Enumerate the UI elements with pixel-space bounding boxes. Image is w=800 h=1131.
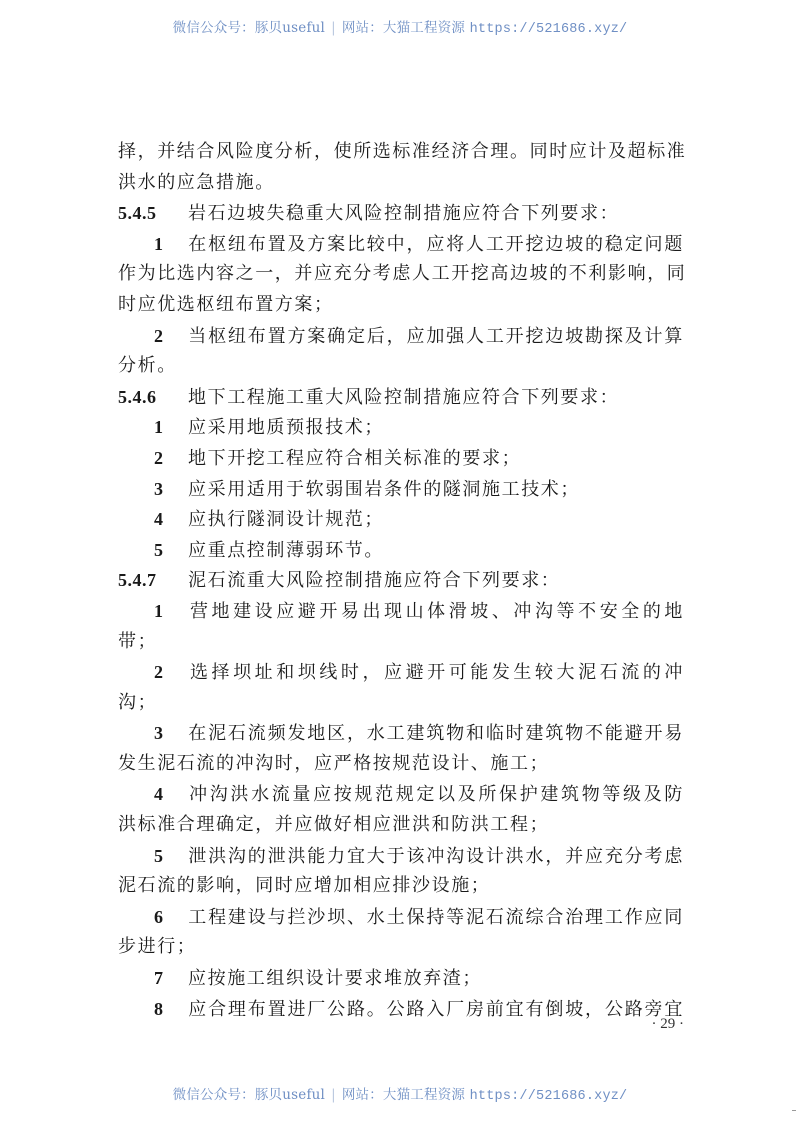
section-title: 岩石边坡失稳重大风险控制措施应符合下列要求： bbox=[188, 203, 620, 225]
item-number: 5 bbox=[154, 539, 165, 560]
watermark-separator: | bbox=[331, 20, 336, 36]
list-item-continuation: 步进行； bbox=[118, 936, 197, 958]
section-heading-5-4-7 bbox=[118, 565, 684, 596]
section-title: 泥石流重大风险控制措施应符合下列要求： bbox=[188, 570, 561, 592]
paragraph-line: 择，并结合风险度分析，使所选标准经济合理。同时应计及超标准 bbox=[118, 141, 687, 162]
list-item-continuation: 分析。 bbox=[118, 355, 177, 377]
list-item bbox=[118, 412, 684, 443]
section-number: 5.4.5 bbox=[118, 203, 157, 224]
section-number: 5.4.6 bbox=[118, 386, 157, 407]
list-item-continuation: 带； bbox=[118, 630, 158, 652]
item-number: 1 bbox=[154, 600, 165, 621]
item-text: 选择坝址和坝线时，应避开可能发生较大泥石流的冲 bbox=[188, 662, 684, 684]
watermark-separator: | bbox=[331, 1087, 336, 1103]
list-item-continuation: 作为比选内容之一，并应充分考虑人工开挖高边坡的不利影响，同 bbox=[118, 263, 687, 285]
item-number: 2 bbox=[154, 325, 165, 346]
watermark-site: 网站：大猫工程资源 bbox=[341, 1087, 466, 1103]
list-item bbox=[118, 902, 684, 933]
list-item bbox=[118, 474, 684, 505]
item-text: 应按施工组织设计要求堆放弃渣； bbox=[188, 968, 482, 990]
item-text: 应采用地质预报技术； bbox=[188, 417, 384, 439]
paragraph-line: 洪水的应急措施。 bbox=[118, 171, 275, 193]
list-item bbox=[118, 779, 684, 810]
item-text: 当枢纽布置方案确定后，应加强人工开挖边坡勘探及计算 bbox=[188, 325, 684, 347]
item-text: 冲沟洪水流量应按规范规定以及所保护建筑物等级及防 bbox=[188, 784, 684, 806]
item-text: 在泥石流频发地区，水工建筑物和临时建筑物不能避开易 bbox=[188, 723, 684, 745]
item-number: 4 bbox=[154, 509, 165, 530]
list-item bbox=[118, 718, 684, 749]
list-item bbox=[118, 994, 684, 1025]
item-text: 地下开挖工程应符合相关标准的要求； bbox=[188, 447, 522, 469]
list-item bbox=[118, 841, 684, 872]
document-body bbox=[118, 137, 687, 1024]
list-item bbox=[118, 963, 684, 994]
section-title: 地下工程施工重大风险控制措施应符合下列要求： bbox=[188, 386, 620, 408]
watermark-url[interactable]: https://521686.xyz/ bbox=[469, 22, 628, 37]
item-text: 在枢纽布置及方案比较中，应将人工开挖边坡的稳定问题 bbox=[188, 233, 684, 255]
page-number: · 29 · bbox=[651, 1016, 684, 1032]
item-number: 7 bbox=[154, 968, 165, 989]
list-item-continuation: 发生泥石流的冲沟时，应严格按规范设计、施工； bbox=[118, 752, 550, 774]
watermark-site: 网站：大猫工程资源 bbox=[341, 20, 466, 36]
watermark-wechat: 微信公众号：豚贝useful bbox=[172, 20, 326, 36]
list-item-continuation: 泥石流的影响，同时应增加相应排沙设施； bbox=[118, 875, 491, 897]
section-heading-5-4-5 bbox=[118, 198, 684, 229]
item-number: 6 bbox=[154, 906, 165, 927]
item-number: 1 bbox=[154, 417, 165, 438]
item-number: 3 bbox=[154, 723, 165, 744]
list-item bbox=[118, 657, 684, 688]
item-number: 2 bbox=[154, 447, 165, 468]
item-number: 8 bbox=[154, 998, 165, 1019]
list-item bbox=[118, 229, 684, 260]
item-text: 应合理布置进厂公路。公路入厂房前宜有倒坡，公路旁宜 bbox=[188, 998, 684, 1020]
item-number: 1 bbox=[154, 233, 165, 254]
watermark-footer bbox=[0, 1083, 800, 1104]
item-number: 4 bbox=[154, 784, 165, 805]
list-item bbox=[118, 596, 684, 627]
list-item bbox=[118, 321, 684, 352]
item-number: 3 bbox=[154, 478, 165, 499]
section-heading-5-4-6 bbox=[118, 382, 684, 413]
list-item-continuation: 洪标准合理确定，并应做好相应泄洪和防洪工程； bbox=[118, 814, 550, 836]
list-item-continuation: 时应优选枢纽布置方案； bbox=[118, 293, 334, 315]
list-item bbox=[118, 443, 684, 474]
item-text: 应重点控制薄弱环节。 bbox=[188, 539, 384, 561]
item-number: 2 bbox=[154, 662, 165, 683]
item-text: 泄洪沟的泄洪能力宜大于该冲沟设计洪水，并应充分考虑 bbox=[188, 845, 684, 867]
watermark-wechat: 微信公众号：豚贝useful bbox=[172, 1087, 326, 1103]
section-number: 5.4.7 bbox=[118, 570, 157, 591]
scan-mark bbox=[792, 1110, 796, 1111]
watermark-url[interactable]: https://521686.xyz/ bbox=[469, 1089, 628, 1104]
item-text: 应执行隧洞设计规范； bbox=[188, 509, 384, 531]
watermark-header bbox=[0, 16, 800, 37]
item-text: 营地建设应避开易出现山体滑坡、冲沟等不安全的地 bbox=[188, 600, 684, 622]
list-item bbox=[118, 535, 684, 566]
item-text: 工程建设与拦沙坝、水土保持等泥石流综合治理工作应同 bbox=[188, 906, 684, 928]
list-item bbox=[118, 504, 684, 535]
item-number: 5 bbox=[154, 845, 165, 866]
item-text: 应采用适用于软弱围岩条件的隧洞施工技术； bbox=[188, 478, 580, 500]
list-item-continuation: 沟； bbox=[118, 691, 158, 713]
